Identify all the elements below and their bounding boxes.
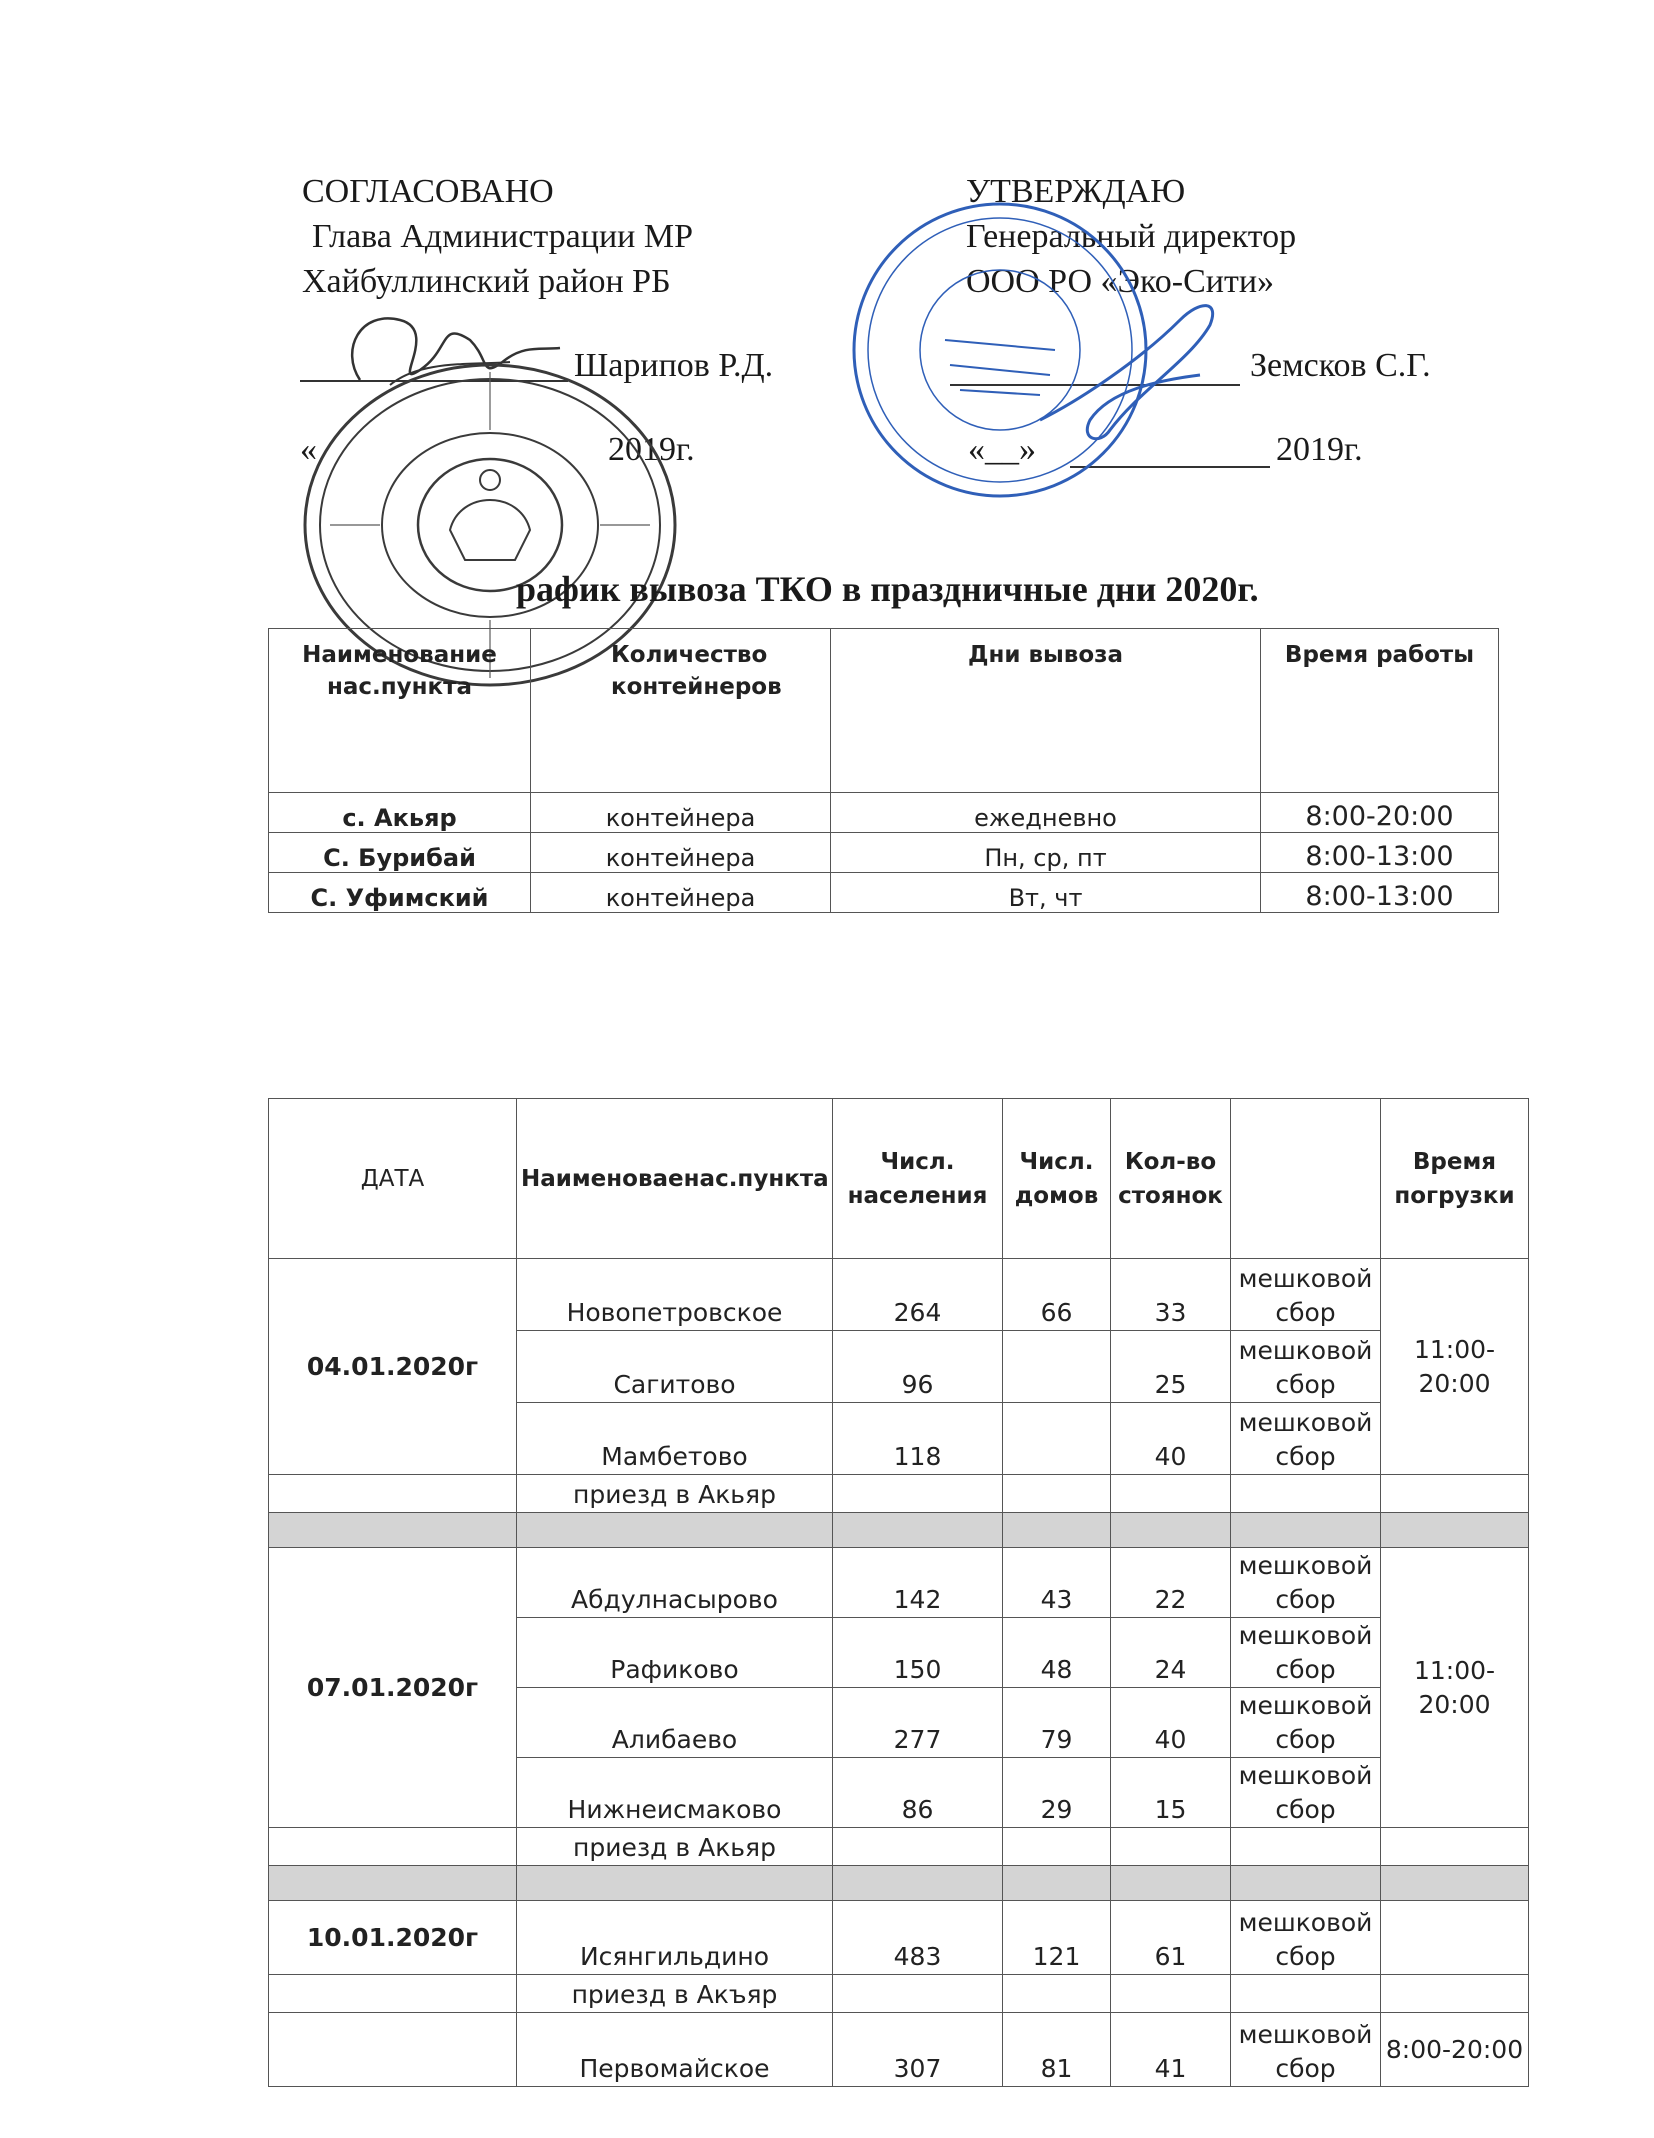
cell-separator xyxy=(1003,1866,1111,1901)
cell-date: 10.01.2020г xyxy=(269,1901,517,1975)
cell-houses xyxy=(1003,1403,1111,1475)
cell-empty xyxy=(1111,1828,1231,1866)
col-header-collection-days: Дни вывоза xyxy=(831,629,1261,793)
table-row xyxy=(269,1475,1529,1513)
approval-right-company: ООО РО «Эко-Сити» xyxy=(966,263,1275,300)
col-header-houses: Числ. домов xyxy=(1003,1099,1111,1259)
col-header-sites: Кол-во стоянок xyxy=(1111,1099,1231,1259)
cell-hours: 8:00-13:00 xyxy=(1261,833,1499,873)
table-row xyxy=(269,1901,1529,1975)
cell-separator xyxy=(1381,1866,1529,1901)
cell-separator xyxy=(833,1866,1003,1901)
approval-right-position: Генеральный директор xyxy=(966,218,1297,255)
cell-containers: контейнера xyxy=(531,873,831,913)
cell-loading-time: 8:00-20:00 xyxy=(1381,2013,1529,2087)
approval-right-signer: Земсков С.Г. xyxy=(1250,347,1431,384)
cell-population: 150 xyxy=(833,1618,1003,1688)
cell-empty xyxy=(833,1475,1003,1513)
cell-separator xyxy=(1231,1513,1381,1548)
cell-population: 307 xyxy=(833,2013,1003,2087)
cell-separator xyxy=(833,1513,1003,1548)
cell-arrival: приезд в Акьяр xyxy=(517,1475,833,1513)
cell-empty xyxy=(1003,1475,1111,1513)
cell-empty xyxy=(1003,1975,1111,2013)
cell-containers: контейнера xyxy=(531,833,831,873)
col-header-container-count: Количество контейнеров xyxy=(531,629,831,793)
table-row xyxy=(269,1828,1529,1866)
approval-left-date: 2019г. xyxy=(608,431,695,468)
cell-days: Вт, чт xyxy=(831,873,1261,913)
cell-settlement: Мамбетово xyxy=(517,1403,833,1475)
cell-population: 264 xyxy=(833,1259,1003,1331)
cell-houses: 66 xyxy=(1003,1259,1111,1331)
cell-days: Пн, ср, пт xyxy=(831,833,1261,873)
col-header-loading-time: Время погрузки xyxy=(1381,1099,1529,1259)
cell-empty xyxy=(1381,1475,1529,1513)
approval-left-heading: СОГЛАСОВАНО xyxy=(302,173,554,210)
approval-left-position: Глава Администрации МР xyxy=(312,218,693,255)
cell-settlement: Первомайское xyxy=(517,2013,833,2087)
cell-sites: 40 xyxy=(1111,1403,1231,1475)
approval-left-signer: Шарипов Р.Д. xyxy=(574,347,774,384)
cell-sites: 22 xyxy=(1111,1548,1231,1618)
cell-settlement: С. Уфимский xyxy=(269,873,531,913)
cell-loading-time: 11:00-20:00 xyxy=(1381,1259,1529,1475)
cell-empty xyxy=(1003,1828,1111,1866)
cell-empty xyxy=(1231,1828,1381,1866)
cell-hours: 8:00-20:00 xyxy=(1261,793,1499,833)
cell-sites: 25 xyxy=(1111,1331,1231,1403)
cell-separator xyxy=(517,1866,833,1901)
col-header-population: Числ. населения xyxy=(833,1099,1003,1259)
cell-houses: 81 xyxy=(1003,2013,1111,2087)
cell-settlement: Абдулнасырово xyxy=(517,1548,833,1618)
approval-left-date-prefix: « xyxy=(300,431,317,468)
cell-method: мешковой сбор xyxy=(1231,1403,1381,1475)
cell-separator xyxy=(1231,1866,1381,1901)
cell-date: 07.01.2020г xyxy=(269,1548,517,1828)
table-row xyxy=(269,873,1499,913)
cell-empty xyxy=(1381,1975,1529,2013)
document-title: рафик вывоза ТКО в праздничные дни 2020г. xyxy=(516,569,1259,609)
approval-right-date-prefix: «__» xyxy=(968,431,1036,468)
cell-method: мешковой сбор xyxy=(1231,1259,1381,1331)
cell-method: мешковой сбор xyxy=(1231,1688,1381,1758)
cell-loading-time xyxy=(1381,1901,1529,1975)
cell-containers: контейнера xyxy=(531,793,831,833)
cell-houses xyxy=(1003,1331,1111,1403)
cell-separator xyxy=(1381,1513,1529,1548)
cell-arrival: приезд в Акъяр xyxy=(517,1975,833,2013)
cell-houses: 43 xyxy=(1003,1548,1111,1618)
cell-method: мешковой сбор xyxy=(1231,1618,1381,1688)
cell-sites: 41 xyxy=(1111,2013,1231,2087)
table-row xyxy=(269,2013,1529,2087)
cell-houses: 29 xyxy=(1003,1758,1111,1828)
cell-hours: 8:00-13:00 xyxy=(1261,873,1499,913)
col-header-settlement: Наименоваенас.пункта xyxy=(517,1099,833,1259)
cell-days: ежедневно xyxy=(831,793,1261,833)
cell-separator xyxy=(269,1513,517,1548)
cell-empty xyxy=(1381,1828,1529,1866)
cell-settlement: С. Бурибай xyxy=(269,833,531,873)
cell-sites: 61 xyxy=(1111,1901,1231,1975)
table-row xyxy=(269,1548,1529,1618)
cell-empty xyxy=(1111,1475,1231,1513)
cell-sites: 15 xyxy=(1111,1758,1231,1828)
cell-settlement: Алибаево xyxy=(517,1688,833,1758)
col-header-method xyxy=(1231,1099,1381,1259)
cell-settlement: с. Акьяр xyxy=(269,793,531,833)
cell-population: 483 xyxy=(833,1901,1003,1975)
cell-loading-time: 11:00-20:00 xyxy=(1381,1548,1529,1828)
cell-empty xyxy=(1111,1975,1231,2013)
col-header-working-hours: Время работы xyxy=(1261,629,1499,793)
cell-population: 118 xyxy=(833,1403,1003,1475)
approval-right-heading: УТВЕРЖДАЮ xyxy=(966,173,1186,210)
col-header-date: ДАТА xyxy=(269,1099,517,1259)
cell-separator xyxy=(1111,1513,1231,1548)
company-seal-icon xyxy=(850,200,1150,500)
table-row xyxy=(269,1975,1529,2013)
cell-empty xyxy=(269,1828,517,1866)
cell-method: мешковой сбор xyxy=(1231,1901,1381,1975)
cell-separator xyxy=(1003,1513,1111,1548)
cell-method: мешковой сбор xyxy=(1231,1548,1381,1618)
approval-left-district: Хайбуллинский район РБ xyxy=(302,263,671,300)
cell-settlement: Новопетровское xyxy=(517,1259,833,1331)
table-row xyxy=(269,833,1499,873)
separator-row xyxy=(269,1513,1529,1548)
cell-settlement: Нижнеисмаково xyxy=(517,1758,833,1828)
cell-empty xyxy=(833,1828,1003,1866)
cell-empty xyxy=(269,1475,517,1513)
cell-arrival: приезд в Акьяр xyxy=(517,1828,833,1866)
cell-empty xyxy=(269,1975,517,2013)
cell-population: 142 xyxy=(833,1548,1003,1618)
cell-sites: 33 xyxy=(1111,1259,1231,1331)
approval-right-date: 2019г. xyxy=(1276,431,1363,468)
table-row xyxy=(269,793,1499,833)
cell-population: 86 xyxy=(833,1758,1003,1828)
cell-settlement: Сагитово xyxy=(517,1331,833,1403)
table-row xyxy=(269,1259,1529,1331)
cell-houses: 79 xyxy=(1003,1688,1111,1758)
cell-method: мешковой сбор xyxy=(1231,1758,1381,1828)
cell-separator xyxy=(517,1513,833,1548)
cell-method: мешковой сбор xyxy=(1231,1331,1381,1403)
cell-method: мешковой сбор xyxy=(1231,2013,1381,2087)
holiday-collection-table xyxy=(268,1098,1529,2087)
col-header-settlement: Наименование нас.пункта xyxy=(269,629,531,793)
cell-sites: 40 xyxy=(1111,1688,1231,1758)
cell-date: 04.01.2020г xyxy=(269,1259,517,1475)
cell-date xyxy=(269,2013,517,2087)
cell-settlement: Исянгильдино xyxy=(517,1901,833,1975)
cell-sites: 24 xyxy=(1111,1618,1231,1688)
cell-empty xyxy=(1231,1475,1381,1513)
cell-separator xyxy=(1111,1866,1231,1901)
cell-settlement: Рафиково xyxy=(517,1618,833,1688)
container-schedule-table xyxy=(268,628,1499,913)
cell-population: 96 xyxy=(833,1331,1003,1403)
cell-empty xyxy=(833,1975,1003,2013)
cell-population: 277 xyxy=(833,1688,1003,1758)
cell-houses: 121 xyxy=(1003,1901,1111,1975)
cell-houses: 48 xyxy=(1003,1618,1111,1688)
separator-row xyxy=(269,1866,1529,1901)
cell-separator xyxy=(269,1866,517,1901)
cell-empty xyxy=(1231,1975,1381,2013)
